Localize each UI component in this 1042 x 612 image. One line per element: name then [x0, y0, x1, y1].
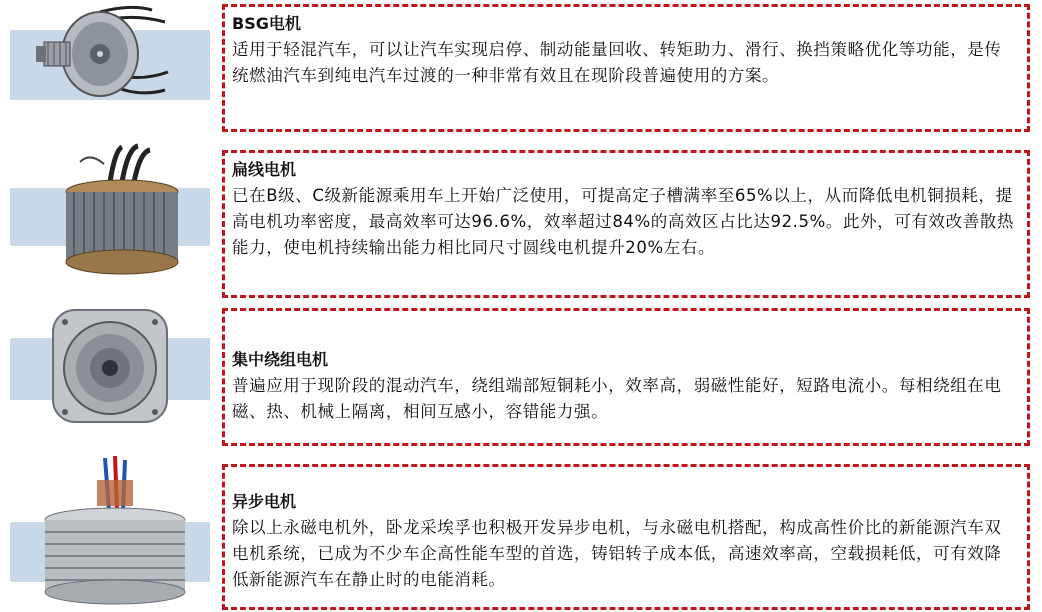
hairpin-stator-thumbnail	[0, 138, 222, 300]
induction-motor-card	[222, 464, 1030, 610]
bsg-motor-card	[222, 4, 1030, 132]
card-body: 适用于轻混汽车，可以让汽车实现启停、制动能量回收、转矩助力、滑行、换挡策略优化等功能，是传统燃油汽车到纯电汽车过渡的一种非常有效且在现阶段普遍使用的方案。	[232, 40, 1002, 85]
card-title: 集中绕组电机	[232, 350, 329, 369]
card-body: 已在B级、C级新能源乘用车上开始广泛使用，可提高定子槽满率至65%以上，从而降低电机铜损耗，提高电机功率密度，最高效率可达96.6%，效率超过84%的高效区占比达92.5%。此外，可有效改善散热能力，使电机持续输出能力相比同尺寸圆线电机提升20%左右。	[232, 186, 1015, 257]
card-title: BSG电机	[232, 14, 301, 33]
concentrated-winding-card	[222, 308, 1030, 446]
motor-row-bsg	[0, 0, 1042, 138]
concentrated-winding-thumbnail	[0, 300, 222, 450]
card-body: 普遍应用于现阶段的混动汽车，绕组端部短铜耗小，效率高，弱磁性能好，短路电流小。每相绕组在电磁、热、机械上隔离，相间互感小，容错能力强。	[232, 376, 1002, 421]
motor-row-concentrated	[0, 300, 1042, 450]
card-title: 异步电机	[232, 492, 297, 511]
hairpin-motor-card	[222, 150, 1030, 298]
motor-row-hairpin	[0, 138, 1042, 300]
hairpin-stator-image	[60, 142, 185, 292]
concentrated-winding-image	[45, 300, 175, 430]
induction-motor-image	[35, 450, 195, 608]
card-title: 扁线电机	[232, 160, 297, 179]
induction-motor-thumbnail	[0, 450, 222, 612]
card-body: 除以上永磁电机外，卧龙采埃孚也积极开发异步电机，与永磁电机搭配，构成高性价比的新能源汽车双电机系统，已成为不少车企高性能车型的首选，铸铝转子成本低，高速效率高，空载损耗低，可有效降低新能源汽车在静止时的电能消耗。	[232, 518, 1002, 589]
bsg-motor-image	[30, 2, 180, 107]
motor-row-induction	[0, 450, 1042, 612]
bsg-motor-thumbnail	[0, 0, 222, 138]
